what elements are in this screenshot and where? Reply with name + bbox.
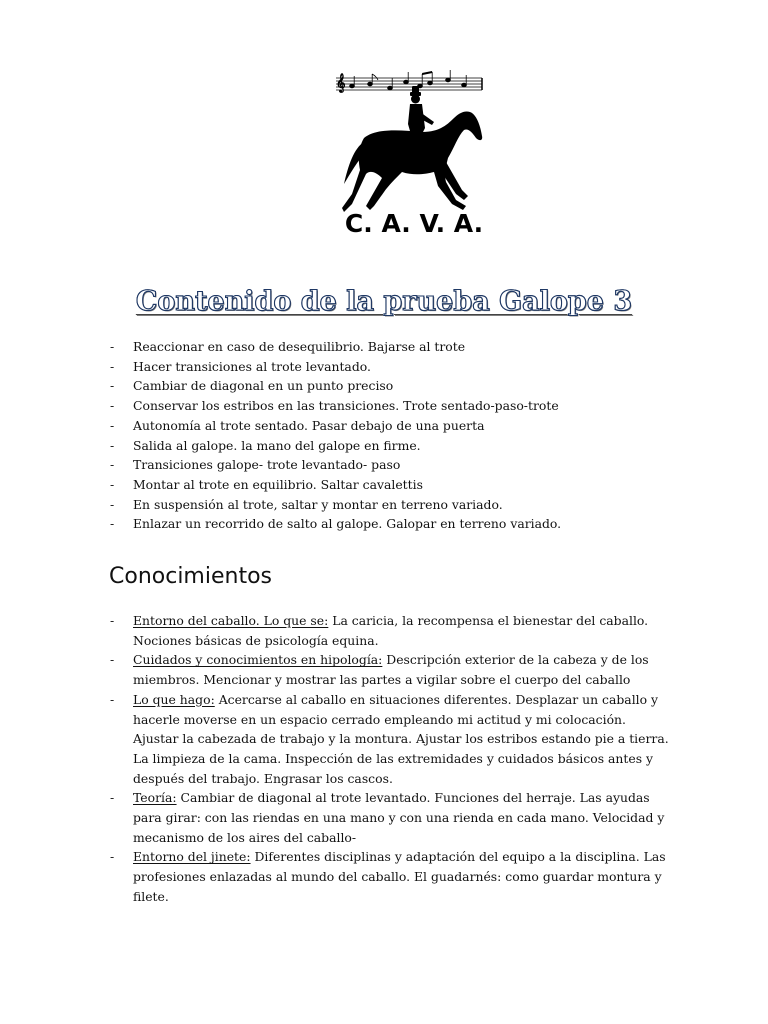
dressage-horse-rider-icon <box>342 86 482 212</box>
list-item: - Entorno del jinete: Diferentes disciplinas y adaptación del equipo a la disciplina. Las profesiones enlazadas al mundo del caballo. El guadarnés: como guardar montura y filete. <box>110 849 666 904</box>
list-item: - Autonomía al trote sentado. Pasar debajo de una puerta <box>110 417 485 433</box>
list-item: - Hacer transiciones al trote levantado. <box>110 358 371 374</box>
section-heading: Conocimientos <box>109 564 273 589</box>
list-item: - En suspensión al trote, saltar y montar en terreno variado. <box>110 496 503 512</box>
list-item: - Entorno del caballo. Lo que se: La caricia, la recompensa el bienestar del caballo. Nociones básicas de psicología equina. <box>110 613 649 648</box>
list-item: - Montar al trote en equilibrio. Saltar cavalettis <box>110 476 423 492</box>
knowledge-list <box>110 611 670 907</box>
list-item: - Transiciones galope- trote levantado- paso <box>110 457 401 473</box>
list-item: - Cambiar de diagonal en un punto preciso <box>110 378 394 394</box>
logo-text: C. A. V. A. <box>344 209 484 238</box>
topic-label: Teoría: <box>133 790 177 806</box>
music-staff-icon <box>336 70 482 93</box>
list-item: - Cuidados y conocimientos en hipología: Descripción exterior de la cabeza y de los miembros. Mencionar y mostrar las partes a vigilar sobre el cuerpo del caballo <box>110 652 649 688</box>
list-item: - Teoría: Cambiar de diagonal al trote levantado. Funciones del herraje. Las ayudas para girar: con las riendas en una mano y con una rienda en cada mano. Velocidad y mecanismo de los aires del caballo- <box>110 790 665 845</box>
list-item: - Reaccionar en caso de desequilibrio. Bajarse al trote <box>110 339 466 354</box>
list-item: - Conservar los estribos en las transiciones. Trote sentado-paso-trote <box>110 398 559 414</box>
requirements-list <box>110 337 670 534</box>
list-item: - Lo que hago: Acercarse al caballo en situaciones diferentes. Desplazar un caballo y hacerle moverse en un espacio cerrado empleando mi actitud y mi colocación. Ajustar la cabezada de trabajo y la montura. Ajustar los estribos estando pie a tierra. La limpieza de la cama. Inspección de las extremidades y cuidados básicos antes y después del trabajo. Engrasar los cascos. <box>110 691 669 786</box>
topic-label: Cuidados y conocimientos en hipología: <box>133 652 383 668</box>
topic-label: Entorno del caballo. Lo que se: <box>133 613 329 628</box>
list-item: - Enlazar un recorrido de salto al galope. Galopar en terreno variado. <box>110 516 562 532</box>
cava-logo <box>330 66 498 242</box>
list-item: - Salida al galope. la mano del galope en firme. <box>110 437 421 453</box>
topic-label: Entorno del jinete: <box>133 849 251 865</box>
svg-text:𝄞: 𝄞 <box>336 73 346 92</box>
page-title: Contenido de la prueba Galope 3 <box>135 286 633 317</box>
topic-label: Lo que hago: <box>133 691 215 707</box>
